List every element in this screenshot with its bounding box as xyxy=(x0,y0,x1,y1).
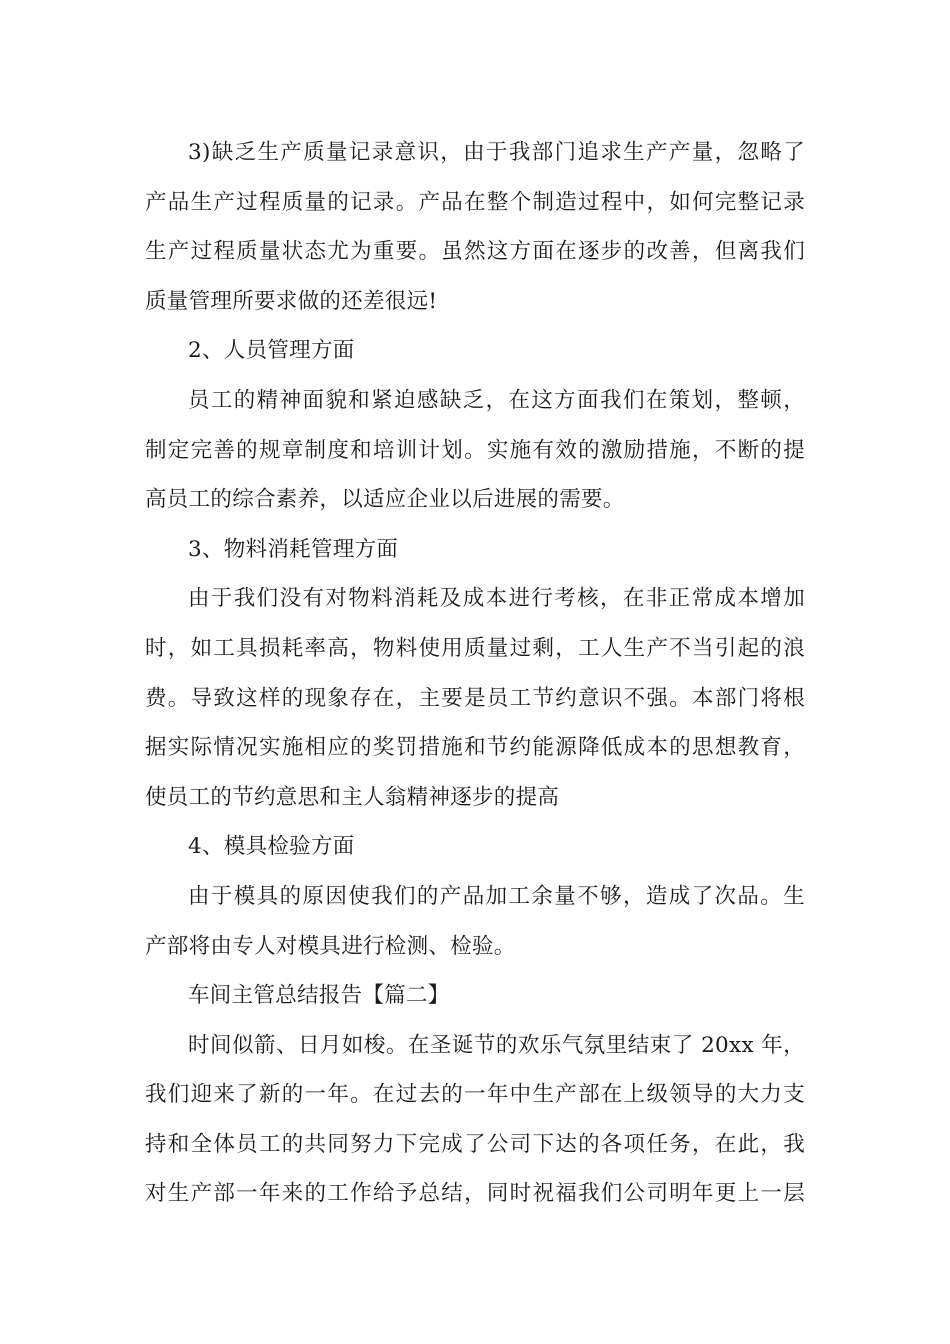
text-line: 时，如工具损耗率高，物料使用质量过剩，工人生产不当引起的浪 xyxy=(145,635,805,661)
text-line: 对生产部一年来的工作给予总结，同时祝福我们公司明年更上一层 xyxy=(145,1181,805,1207)
text-line: 产品生产过程质量的记录。产品在整个制造过程中，如何完整记录 xyxy=(145,189,805,215)
text-line: 由于我们没有对物料消耗及成本进行考核，在非正常成本增加 xyxy=(188,586,805,612)
text-line: 生产过程质量状态尤为重要。虽然这方面在逐步的改善，但离我们 xyxy=(145,239,805,265)
text-line: 3)缺乏生产质量记录意识，由于我部门追求生产产量，忽略了 xyxy=(188,140,805,165)
report-title-part-two xyxy=(145,971,805,1021)
text-line: 持和全体员工的共同努力下完成了公司下达的各项任务，在此，我 xyxy=(145,1131,805,1157)
paragraph-quality-records xyxy=(145,128,805,326)
section-heading-materials xyxy=(145,525,805,575)
text-line: 由于模具的原因使我们的产品加工余量不够，造成了次品。生 xyxy=(188,883,805,909)
text-line: 产部将由专人对模具进行检测、检验。 xyxy=(145,933,516,959)
heading-text: 2、人员管理方面 xyxy=(188,338,355,364)
heading-text: 4、模具检验方面 xyxy=(188,834,355,860)
text-line: 质量管理所要求做的还差很远! xyxy=(145,288,438,314)
paragraph-personnel xyxy=(145,376,805,525)
text-line: 使员工的节约意思和主人翁精神逐步的提高 xyxy=(145,784,560,810)
document-body xyxy=(145,128,805,1219)
section-heading-molds xyxy=(145,822,805,872)
text-line: 我们迎来了新的一年。在过去的一年中生产部在上级领导的大力支 xyxy=(145,1082,805,1108)
text-line: 制定完善的规章制度和培训计划。实施有效的激励措施，不断的提 xyxy=(145,437,805,463)
heading-text: 车间主管总结报告【篇二】 xyxy=(188,983,450,1009)
text-line: 费。导致这样的现象存在，主要是员工节约意识不强。本部门将根 xyxy=(145,685,805,711)
paragraph-molds xyxy=(145,872,805,971)
heading-text: 3、物料消耗管理方面 xyxy=(188,536,399,562)
text-line: 时间似箭、日月如梭。在圣诞节的欢乐气氛里结束了 20xx 年， xyxy=(188,1032,805,1058)
text-line: 高员工的综合素养，以适应企业以后进展的需要。 xyxy=(145,487,625,513)
text-line: 员工的精神面貌和紧迫感缺乏，在这方面我们在策划，整顿， xyxy=(188,387,805,413)
section-heading-personnel xyxy=(145,326,805,376)
text-line: 据实际情况实施相应的奖罚措施和节约能源降低成本的思想教育， xyxy=(145,735,805,761)
paragraph-annual-summary xyxy=(145,1021,805,1219)
paragraph-materials xyxy=(145,574,805,822)
